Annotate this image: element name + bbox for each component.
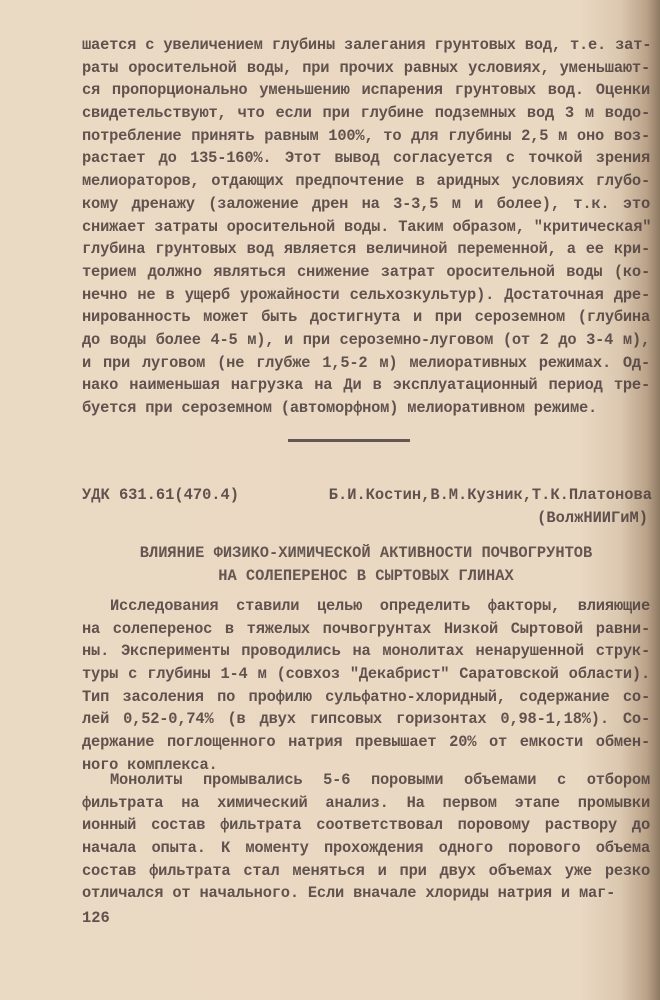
continued-text xyxy=(82,34,650,420)
text-line: ного комплекса. xyxy=(82,755,218,774)
text-line: нечно не в ущерб урожайности сельхозкультур). Достаточная дре- xyxy=(82,285,650,304)
text-line: состав фильтрата стал меняться и при двух объемах уже резко xyxy=(82,861,650,880)
text-line: ионный состав фильтрата соответствовал поровому раствору до xyxy=(82,816,650,835)
text-line: мелиораторов, отдающих предпочтение в аридных условиях глубо- xyxy=(82,172,650,191)
text-line: держание поглощенного натрия превышает 20% от емкости обмен- xyxy=(82,733,650,752)
text-line: терием должно являться снижение затрат оросительной воды (ко- xyxy=(82,262,650,281)
text-line: глубина грунтовых вод является величиной переменной, а ее кри- xyxy=(82,240,650,259)
title-line: НА СОЛЕПЕРЕНОС В СЫРТОВЫХ ГЛИНАХ xyxy=(218,566,514,585)
text-line: свидетельствуют, что если при глубине подземных вод 3 м водо- xyxy=(82,104,650,123)
text-line: Исследования ставили целью определить факторы, влияющие xyxy=(110,597,650,615)
page-number: 126 xyxy=(82,909,110,927)
article-paragraph-2 xyxy=(82,769,650,905)
text-line: начала опыта. К моменту прохождения одного порового объема xyxy=(82,839,650,858)
text-line: ся пропорционально уменьшению испарения грунтовых вод. Оценки xyxy=(82,81,650,100)
udk-code: УДК 631.61(470.4) xyxy=(82,486,240,504)
text-line: фильтрата на химический анализ. На первом этапе промывки xyxy=(82,793,650,812)
text-line: растает до 135-160%. Этот вывод согласуется с точкой зрения xyxy=(82,149,650,168)
text-line: буется при сероземном (автоморфном) мелиоративном режиме. xyxy=(82,399,598,417)
article-paragraph-1 xyxy=(82,595,650,777)
title-line: ВЛИЯНИЕ ФИЗИКО-ХИМИЧЕСКОЙ АКТИВНОСТИ ПОЧВОГРУНТОВ xyxy=(139,544,593,562)
text-line: нако наименьшая нагрузка на Ди в эксплуатационный период тре- xyxy=(82,376,650,395)
text-line: отличался от начального. Если вначале хлориды натрия и маг- xyxy=(82,884,616,903)
text-line: шается с увеличением глубины залегания грунтовых вод, т.е. зат- xyxy=(82,36,652,54)
text-line: на солеперенос в тяжелых почвогрунтах Низкой Сыртовой равни- xyxy=(82,619,650,638)
section-divider xyxy=(288,439,410,442)
text-line: ны. Эксперименты проводились на монолитах ненарушенной струк- xyxy=(82,642,650,661)
article-institution: (ВолжНИИГиМ) xyxy=(537,509,648,527)
text-line: Тип засоления по профилю сульфатно-хлоридный, содержание со- xyxy=(82,687,650,706)
text-line: снижает затраты оросительной воды. Таким образом, "критическая" xyxy=(82,217,652,236)
text-line: и при луговом (не глубже 1,5-2 м) мелиоративных режимах. Од- xyxy=(82,353,650,372)
text-line: туры с глубины 1-4 м (совхоз "Декабрист" Саратовской области). xyxy=(82,665,650,684)
text-line: кому дренажу (заложение дрен на 3-3,5 м и более), т.к. это xyxy=(82,194,650,213)
article-title xyxy=(82,542,650,587)
text-line: до воды более 4-5 м), и при сероземно-луговом (от 2 до 3-4 м), xyxy=(82,330,650,349)
text-line: лей 0,52-0,74% (в двух гипсовых горизонтах 0,98-1,18%). Со- xyxy=(82,710,650,729)
text-line: нированность может быть достигнута и при сероземном (глубина xyxy=(82,308,650,327)
text-line: Монолиты промывались 5-6 поровыми объемами с отбором xyxy=(110,771,650,789)
article-authors: Б.И.Костин,В.М.Кузник,Т.К.Платонова xyxy=(328,486,652,504)
text-line: раты оросительной воды, при прочих равных условиях, уменьшают- xyxy=(82,58,650,77)
text-line: потребление принять равным 100%, то для глубины 2,5 м оно воз- xyxy=(82,126,650,145)
